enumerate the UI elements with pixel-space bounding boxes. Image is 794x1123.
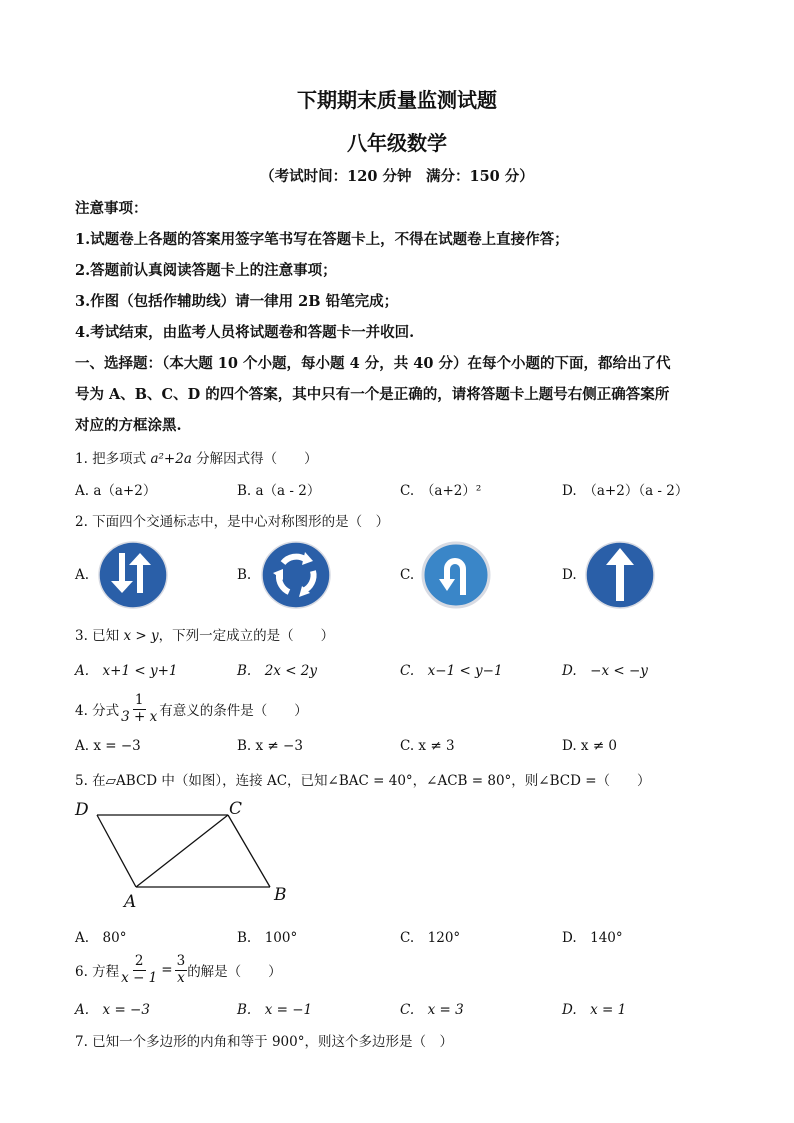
- q6-option-c: C. x = 3: [400, 1002, 464, 1018]
- q4-option-c: C. x ≠ 3: [400, 738, 455, 754]
- q4-stem-pre: 4. 分式: [75, 703, 120, 719]
- question-1-stem: [75, 447, 318, 467]
- question-5-stem: 5. 在▱ABCD 中（如图），连接 AC，已知∠BAC = 40°，∠ACB = 80°，则∠BCD =（ ）: [75, 773, 651, 789]
- page-title: 下期期末质量监测试题: [297, 88, 497, 112]
- q5-option-c: C. 120°: [400, 930, 461, 946]
- section1-line-2: 号为 A、B、C、D 的四个答案，其中只有一个是正确的，请将答题卡上题号右侧正确答案所: [75, 386, 670, 403]
- q2-option-c-label: C.: [400, 567, 415, 583]
- q6-right-fraction: [175, 955, 188, 985]
- q1-stem-post: 分解因式得（ ）: [191, 451, 318, 467]
- note-item-2: 2.答题前认真阅读答题卡上的注意事项；: [75, 262, 337, 279]
- notes-heading: 注意事项：: [75, 200, 148, 217]
- q1-expression: a²+2a: [150, 451, 192, 467]
- q6-right-denominator: x: [177, 969, 185, 986]
- q5-option-a: A. 80°: [75, 930, 127, 946]
- q6-stem-post: 的解是（ ）: [187, 964, 282, 980]
- question-3-stem: [75, 624, 334, 644]
- q6-stem-pre: 6. 方程: [75, 964, 120, 980]
- q6-left-fraction: [119, 955, 159, 985]
- q2-option-a-label: A.: [75, 567, 90, 583]
- vertex-a-label: A: [124, 892, 137, 912]
- q1-option-c: C. （a+2）²: [400, 483, 482, 499]
- q1-option-d: D. （a+2）（a - 2）: [562, 483, 689, 499]
- section1-line-3: 对应的方框涂黑.: [75, 417, 182, 434]
- vertex-d-label: D: [75, 800, 89, 820]
- q6-option-a: A. x = −3: [75, 1002, 150, 1018]
- q4-option-b: B. x ≠ −3: [237, 738, 303, 754]
- q4-stem-post: 有意义的条件是（ ）: [159, 703, 308, 719]
- q3-stem-post: ，下列一定成立的是（ ）: [158, 628, 335, 644]
- q6-option-b: B. x = −1: [237, 1002, 313, 1018]
- q4-option-a: A. x = −3: [75, 738, 141, 754]
- roundabout-sign-icon: [261, 541, 331, 609]
- q4-fraction-denominator: 3 + x: [121, 708, 158, 725]
- question-6-stem: [75, 950, 282, 990]
- exam-info: （考试时间：120 分钟 满分：150 分）: [260, 168, 534, 185]
- q6-right-numerator: 3: [176, 953, 186, 969]
- q3-stem-pre: 3. 已知: [75, 628, 124, 644]
- q6-left-denominator: x − 1: [121, 969, 158, 986]
- straight-ahead-sign-icon: [584, 541, 656, 609]
- vertex-c-label: C: [229, 799, 243, 819]
- parallelogram-figure: [70, 795, 300, 913]
- question-2-stem: 2. 下面四个交通标志中，是中心对称图形的是（ ）: [75, 514, 390, 530]
- q4-fraction-numerator: 1: [134, 692, 144, 708]
- q3-option-a: A. x+1 < y+1: [75, 663, 178, 679]
- question-7-stem: 7. 已知一个多边形的内角和等于 900°，则这个多边形是（ ）: [75, 1034, 453, 1050]
- q1-option-b: B. a（a - 2）: [237, 483, 321, 499]
- q1-option-a: A. a（a+2）: [75, 483, 157, 499]
- note-item-3: 3.作图（包括作辅助线）请一律用 2B 铅笔完成；: [75, 293, 399, 310]
- q3-option-c: C. x−1 < y−1: [400, 663, 503, 679]
- q3-option-b: B. 2x < 2y: [237, 663, 318, 679]
- q1-stem-pre: 1. 把多项式: [75, 451, 151, 467]
- question-4-stem: [75, 689, 308, 729]
- q3-option-d: D. −x < −y: [562, 663, 648, 679]
- note-item-1: 1.试题卷上各题的答案用签字笔书写在答题卡上，不得在试题卷上直接作答；: [75, 231, 569, 248]
- q2-option-b-label: B.: [237, 567, 252, 583]
- q6-left-numerator: 2: [134, 953, 144, 969]
- q5-option-d: D. 140°: [562, 930, 623, 946]
- page-subtitle: 八年级数学: [347, 131, 447, 155]
- note-item-4: 4.考试结束，由监考人员将试题卷和答题卡一并收回.: [75, 324, 415, 341]
- q6-equals: =: [161, 962, 173, 978]
- q2-option-d-label: D.: [562, 567, 577, 583]
- q4-option-d: D. x ≠ 0: [562, 738, 618, 754]
- q4-fraction: [119, 694, 159, 724]
- q6-option-d: D. x = 1: [562, 1002, 627, 1018]
- section1-line-1: 一、选择题：（本大题 10 个小题，每小题 4 分，共 40 分）在每个小题的下面，都给出了代: [75, 355, 671, 372]
- q3-condition: x > y: [123, 628, 159, 644]
- q5-option-b: B. 100°: [237, 930, 298, 946]
- u-turn-sign-icon: [421, 541, 491, 609]
- two-way-arrows-sign-icon: [98, 541, 168, 609]
- vertex-b-label: B: [274, 885, 287, 905]
